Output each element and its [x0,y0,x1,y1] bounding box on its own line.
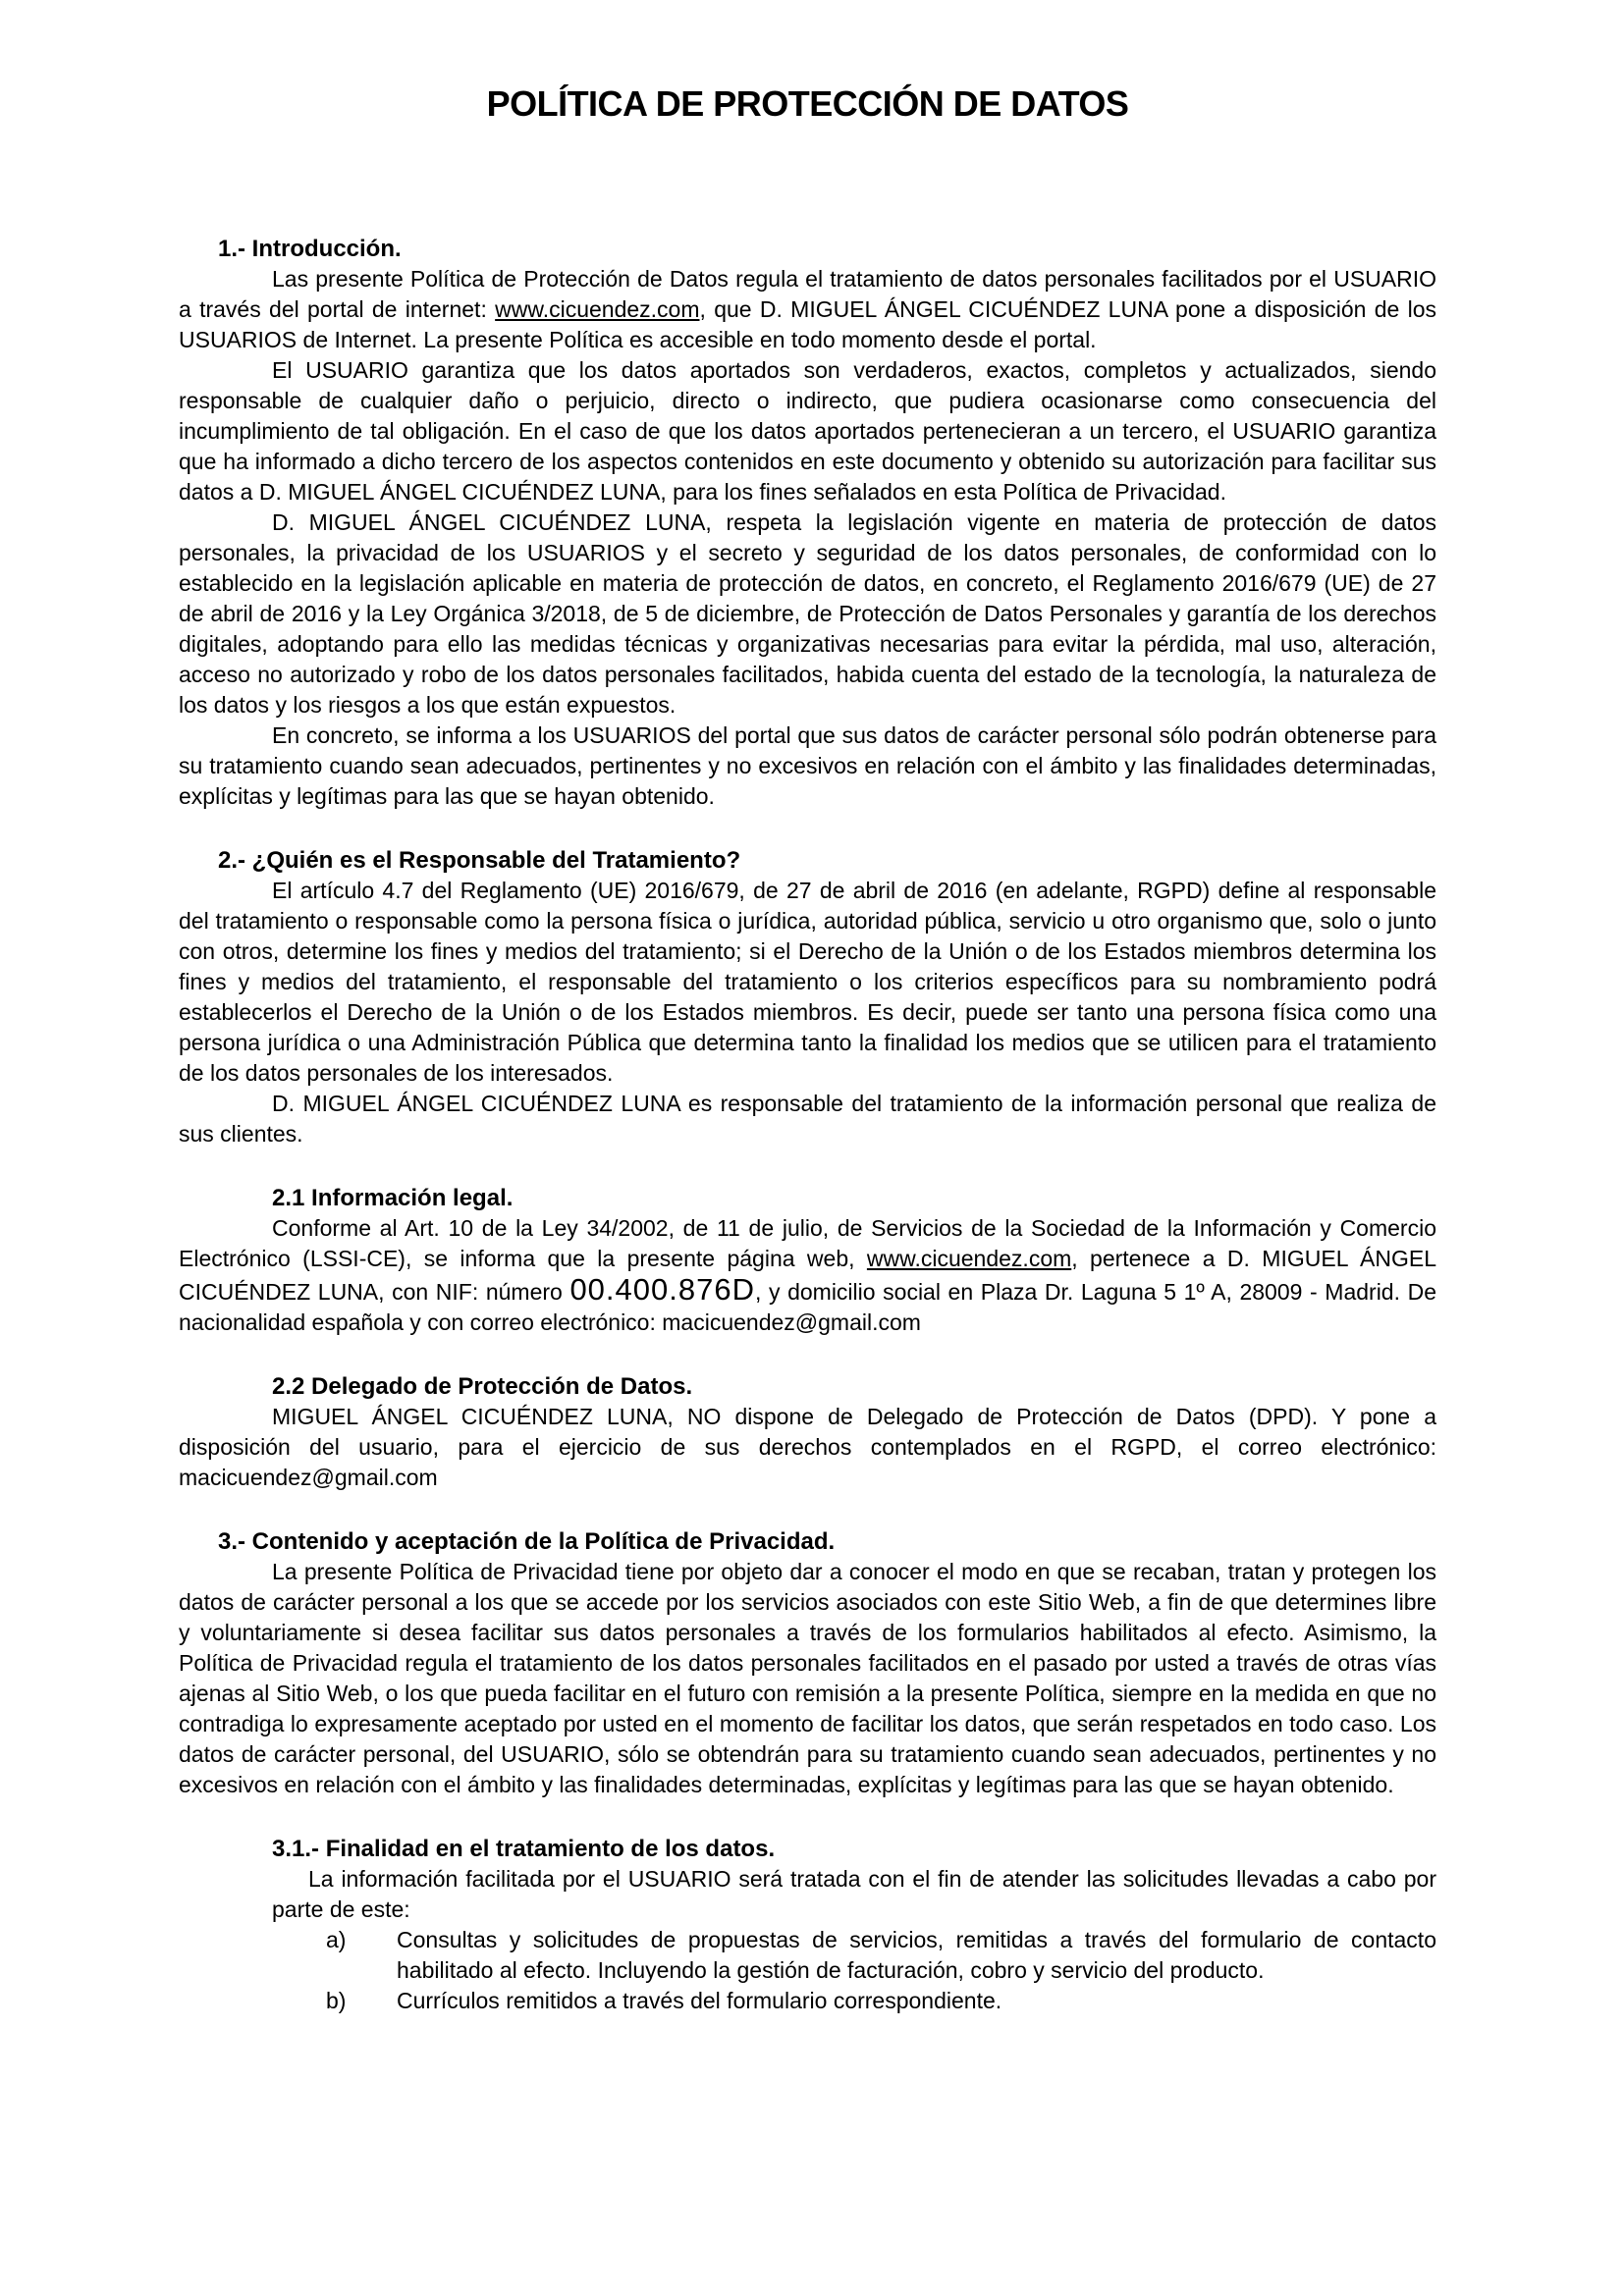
legal-info-paragraph [179,1213,1436,1338]
list-marker-b: b) [326,1988,347,2013]
section-2-heading: 2.- ¿Quién es el Responsable del Tratamiento? [218,847,741,874]
list-text-a: Consultas y solicitudes de propuestas de servicios, remitidas a través del formulario de contacto habilitado al efecto. Incluyendo la gestión de facturación, cobro y servicio del producto. [397,1927,1436,1983]
list-text-b: Currículos remitidos a través del formulario correspondiente. [397,1988,1002,2013]
email-text: macicuendez@gmail.com [179,1465,438,1490]
paragraph-text: , pertenece a D. MIGUEL ÁNGEL CICUÉNDEZ LUNA, con NIF: número [179,1246,1437,1305]
paragraph-text: Las presente Política de Protección de Datos regula el tratamiento de datos personales facilitados por el USUARIO a través del portal de internet: [179,266,1436,322]
section-2-2-heading: 2.2 Delegado de Protección de Datos. [272,1373,693,1400]
section-3-paragraph-1: La presente Política de Privacidad tiene por objeto dar a conocer el modo en que se recaban, tratan y protegen los datos de carácter personal a los que se accede por los servicios asociados con este Sitio Web, a fin de que determines libre y voluntariamente si desea facilitar sus datos personales a través de los formularios habilitados al efecto. Asimismo, la Política de Privacidad regula el tratamiento de los datos personales facilitados en el pasado por usted a través de otras vías ajenas al Sitio Web, o los que pueda facilitar en el futuro con remisión a la presente Política, siempre en la medida en que no contradiga lo expresamente aceptado por usted en el momento de facilitar los datos, que serán respetados en todo caso. Los datos de carácter personal, del USUARIO, sólo se obtendrán para su tratamiento cuando sean adecuados, pertinentes y no excesivos en relación con el ámbito y las finalidades determinadas, explícitas y legítimas para las que se hayan obtenido. [179,1559,1436,1797]
list-item-a [326,1925,1436,1986]
paragraph-text: Conforme al Art. 10 de la Ley 34/2002, de 11 de julio, de Servicios de la Sociedad de la Información y Comercio Electrónico (LSSI-CE), se informa que la presente página web, [179,1215,1436,1271]
section-1-paragraph-1 [179,264,1436,355]
section-1-paragraph-2: El USUARIO garantiza que los datos aportados son verdaderos, exactos, completos y actualizados, siendo responsable de cualquier daño o perjuicio, directo o indirecto, que pudiera ocasionarse como consecuencia del incumplimiento de tal obligación. En el caso de que los datos aportados pertenecieran a un tercero, el USUARIO garantiza que ha informado a dicho tercero de los aspectos contenidos en este documento y obtenido su autorización para facilitar sus datos a D. MIGUEL ÁNGEL CICUÉNDEZ LUNA, para los fines señalados en esta Política de Privacidad. [179,357,1436,505]
paragraph-text: MIGUEL ÁNGEL CICUÉNDEZ LUNA, NO dispone de Delegado de Protección de Datos (DPD). Y pone a disposición del usuario, para el ejercicio de sus derechos contemplados en el RGPD, el correo electrónico: [179,1404,1436,1460]
paragraph-text: , que D. MIGUEL ÁNGEL CICUÉNDEZ LUNA pone a disposición de los USUARIOS de Internet. La presente Política es accesible en todo momento desde el portal. [179,296,1436,352]
section-3-1-heading: 3.1.- Finalidad en el tratamiento de los datos. [272,1836,776,1862]
dpo-paragraph [179,1402,1436,1493]
nif-number: 00.400.876D [569,1272,755,1307]
section-1-paragraph-3: D. MIGUEL ÁNGEL CICUÉNDEZ LUNA, respeta la legislación vigente en materia de protección de datos personales, la privacidad de los USUARIOS y el secreto y seguridad de los datos personales, de conformidad con lo establecido en la legislación aplicable en materia de protección de datos, en concreto, el Reglamento 2016/679 (UE) de 27 de abril de 2016 y la Ley Orgánica 3/2018, de 5 de diciembre, de Protección de Datos Personales y garantía de los derechos digitales, adoptando para ello las medidas técnicas y organizativas necesarias para evitar la pérdida, mal uso, alteración, acceso no autorizado y robo de los datos personales facilitados, habida cuenta del estado de la tecnología, la naturaleza de los datos y los riesgos a los que están expuestos. [179,509,1436,718]
section-1-paragraph-4: En concreto, se informa a los USUARIOS del portal que sus datos de carácter personal sólo podrán obtenerse para su tratamiento cuando sean adecuados, pertinentes y no excesivos en relación con el ámbito y las finalidades determinadas, explícitas y legítimas para las que se hayan obtenido. [179,722,1436,809]
paragraph-text: , y domicilio social en Plaza Dr. Laguna 5 1º A, 28009 - Madrid. De nacionalidad española y con correo electrónico: [179,1279,1436,1335]
list-marker-a: a) [326,1927,347,1952]
website-link[interactable]: www.cicuendez.com [866,1246,1072,1271]
list-item-b [326,1986,1436,2016]
section-2-1-heading: 2.1 Información legal. [272,1185,514,1211]
section-3-1-paragraph-1: La información facilitada por el USUARIO será tratada con el fin de atender las solicitudes llevadas a cabo por parte de este: [272,1866,1436,1922]
website-link[interactable]: www.cicuendez.com [495,296,700,322]
section-2-paragraph-2: D. MIGUEL ÁNGEL CICUÉNDEZ LUNA es responsable del tratamiento de la información personal que realiza de sus clientes. [179,1091,1436,1147]
section-2-paragraph-1: El artículo 4.7 del Reglamento (UE) 2016/679, de 27 de abril de 2016 (en adelante, RGPD) define al responsable del tratamiento o responsable como la persona física o jurídica, autoridad pública, servicio u otro organismo que, solo o junto con otros, determine los fines y medios del tratamiento; si el Derecho de la Unión o de los Estados miembros determina los fines y medios del tratamiento, el responsable del tratamiento o los criterios específicos para su nombramiento podrá establecerlos el Derecho de la Unión o de los Estados miembros. Es decir, puede ser tanto una persona física como una persona jurídica o una Administración Pública que determina tanto la finalidad los medios que se utilicen para el tratamiento de los datos personales de los interesados. [179,878,1436,1086]
section-3-heading: 3.- Contenido y aceptación de la Política de Privacidad. [218,1528,836,1555]
document-title: POLÍTICA DE PROTECCIÓN DE DATOS [486,83,1129,124]
section-1-heading: 1.- Introducción. [218,236,402,262]
email-text: macicuendez@gmail.com [662,1309,921,1335]
